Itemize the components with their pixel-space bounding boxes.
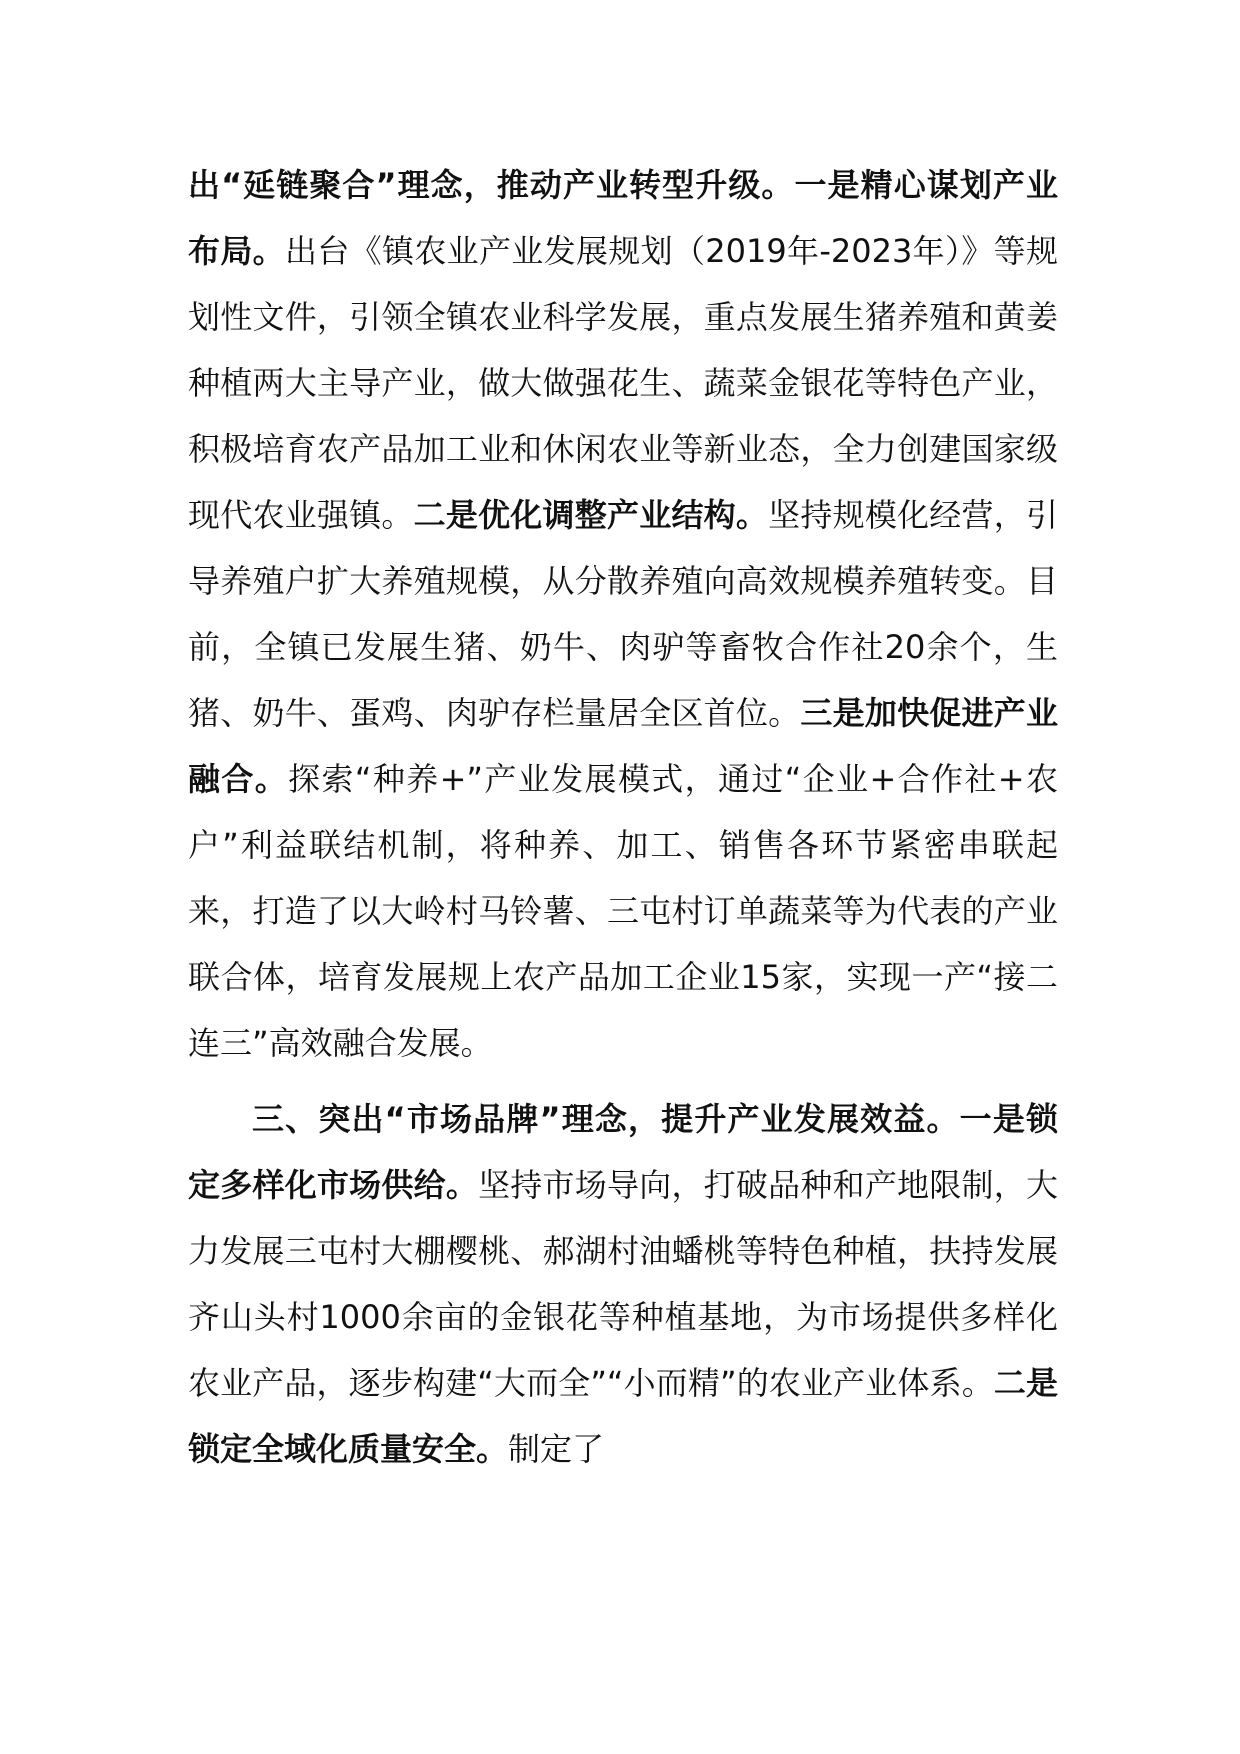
bold-heading-run: 三是加快促进产业融合。 <box>188 694 1058 798</box>
body-text-run: 坚持市场导向，打破品种和产地限制，大力发展三屯村大棚樱桃、郝湖村油蟠桃等特色种植，扶持发展齐山头村1000余亩的金银花等种植基地，为市场提供多样化农业产品，逐步构建“大而全”“小而精”的农业产业体系。 <box>188 1166 1058 1402</box>
document-page <box>188 152 1058 1482</box>
bold-heading-run: 二是优化调整产业结构。 <box>413 496 769 534</box>
bold-heading-run: 二是锁定全域化质量安全。 <box>188 1364 1058 1468</box>
body-text-run: 探索“种养+”产业发展模式，通过“企业+合作社+农户”利益联结机制，将种养、加工、销售各环节紧密串联起来，打造了以大岭村马铃薯、三屯村订单蔬菜等为代表的产业联合体，培育发展规上农产品加工企业15家，实现一产“接二连三”高效融合发展。 <box>188 760 1058 1062</box>
paragraph-industry-chain <box>188 152 1058 1076</box>
bold-heading-run: 出“延链聚合”理念，推动产业转型升级。一是精心谋划产业布局。 <box>188 166 1058 270</box>
body-text-run: 出台《镇农业产业发展规划（2019年-2023年）》等规划性文件，引领全镇农业科学发展，重点发展生猪养殖和黄姜种植两大主导产业，做大做强花生、蔬菜金银花等特色产业，积极培育农产品加工业和休闲农业等新业态，全力创建国家级现代农业强镇。 <box>188 232 1058 534</box>
body-text-run: 制定了 <box>508 1430 605 1468</box>
paragraph-market-brand <box>188 1086 1058 1482</box>
bold-heading-run: 三、突出“市场品牌”理念，提升产业发展效益。一是锁定多样化市场供给。 <box>188 1100 1058 1204</box>
body-text-run: 坚持规模化经营，引导养殖户扩大养殖规模，从分散养殖向高效规模养殖转变。目前，全镇已发展生猪、奶牛、肉驴等畜牧合作社20余个，生猪、奶牛、蛋鸡、肉驴存栏量居全区首位。 <box>188 496 1058 732</box>
